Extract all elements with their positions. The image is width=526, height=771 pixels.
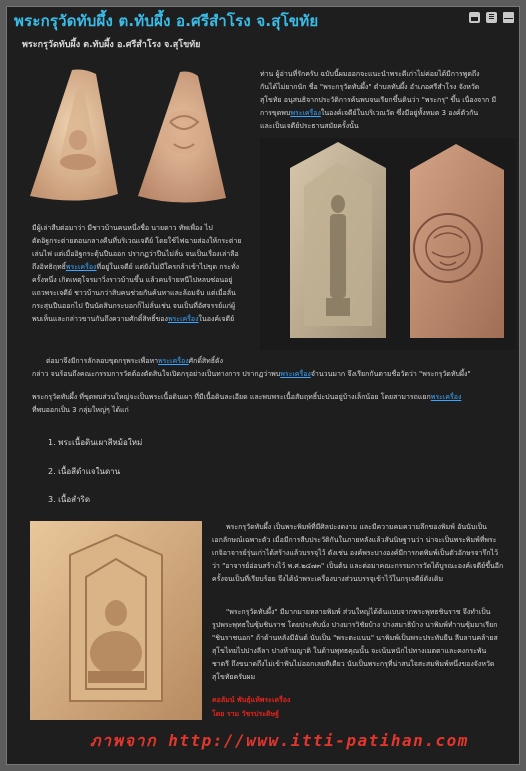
story-line: ครั้งหนึ่ง เกิดเหตุโจรมาวิ่งราวบ้านขึ้น แล้วคนร้ายหนีไปหลบซ่อนอยู่ bbox=[32, 276, 233, 284]
styles-line: ชาตรี ถึงขนาดถึงไม่เข้าฟันไม่ออกเลยทีเดียว นับเป็นพระกรุที่น่าสนใจสะสมพิมพ์หนึ่งของจังหวัด bbox=[212, 660, 495, 668]
pdf-icon[interactable] bbox=[486, 12, 497, 23]
story-line: กระสุนปืนออกไป ปืนนัดสินกระบอกก็ไม่ลั่นเช่น จนเป็นที่อัศจรรย์แก่ผู้ bbox=[32, 302, 236, 310]
types-line: พระกรุวัดทับผึ้ง ที่ขุดพบส่วนใหญ่จะเป็นพระเนื้อดินเผา ที่มีเนื้อดินละเอียด และพบพระเนื้อสัมฤทธิ์ปะปนอยู่บ้างเล็กน้อย โดยสามารถแยกพระเครื่อง bbox=[32, 393, 462, 401]
story-line: แถวพระเจดีย์ ชาวบ้านกว่าสิบคนช่วยกันค้นหาและล้อมจับ แต่เมื่อลั่น bbox=[32, 289, 236, 297]
story-line: ตัดอิฐกระต่ายตอนกลางคืนที่บริเวณเจดีย์ โดยใช้ไฟฉายส่องให้กระต่าย bbox=[32, 237, 242, 245]
story-line: มีผู้เล่าสืบต่อมาว่า มีชาวบ้านคนหนึ่งชื่อ นายดาว ทัพเพื่อง ไป bbox=[32, 224, 213, 232]
amulet-photo-rectangular bbox=[30, 521, 202, 720]
styles-line: "ชินราชนอก" ถ้าด้านหลังมีอันต์ นับเป็น "พระตะแนน" นาพิมพ์เป็นพระประทับยืน ลีบลานคล้ายส bbox=[212, 634, 498, 642]
styles-line: สุโขไทยไปปางลีลา ปางห้ามญาติ ในด้านพุทธคุณนั้น จะเน้นหนักไปทางเมตตาและคงกระพัน bbox=[212, 647, 487, 655]
intro-line: สุโขทัย อนุสนธิจากประวัติการค้นพบจนเรียกขึ้นดินว่า "พระกรุ" ขึ้น เนื่องจาก มี bbox=[260, 96, 497, 104]
styles-line: "พระกรุวัดทับผึ้ง" มีมากมายหลายพิมพ์ ส่วนใหญ่ได้ต้นแบบจากพระพุทธชินราช จึงทำเป็น bbox=[226, 608, 491, 616]
intro-paragraph bbox=[260, 68, 512, 133]
styles-paragraph bbox=[212, 606, 512, 684]
page-title: พระกรุวัดทับผึ้ง ต.ทับผึ้ง อ.ศรีสำโรง จ.สุโขทัย bbox=[14, 12, 319, 30]
amulet-photo-standing bbox=[260, 138, 516, 350]
story-line: พบเห็นและกล่าวขานกันถึงความศักดิ์สิทธิ์ของพระเครื่องในองค์เจดีย์ bbox=[32, 315, 235, 323]
types-paragraph bbox=[32, 391, 512, 417]
column-credit: คอลัมน์ พันธุ์แท้พระเครื่อง bbox=[212, 696, 291, 704]
image-source-footer: ภาพจาก http://www.itti-patihan.com bbox=[90, 731, 469, 750]
styles-line: รูปพระพุทธในซุ้มชินราช โดยประทับนั่ง ปางมารวิชัยบ้าง ปางสมาธิบ้าง นาพิมพ์ทำานซุ้มมาเรียก bbox=[212, 621, 498, 629]
styles-line: สุโขทัยครับผม bbox=[212, 673, 256, 681]
author-credit: โดย ราม วัชรประดิษฐ์ bbox=[212, 710, 280, 718]
list-item: 1. พระเนื้อดินเผาสีหม้อใหม่ bbox=[48, 438, 143, 447]
story-paragraph bbox=[32, 222, 254, 326]
art-line: ว่า "อาจารย์อ่อนสร้างไว้ พ.ศ.๒๔๗๓" เป็นต้น และต่อมาคณะกรรมการวัดได้บูรณะองค์เจดีย์ขึ้นอีก bbox=[212, 562, 504, 570]
intro-line: และเป็นเจดีย์ประธานสมัยครั้งนั้น bbox=[260, 122, 359, 130]
list-item: 2. เนื้อสีดำแจในดาน bbox=[48, 467, 121, 476]
list-item: 3. เนื้อสำริด bbox=[48, 495, 91, 504]
article-subtitle: พระกรุวัดทับผึ้ง ต.ทับผึ้ง อ.ศรีสำโรง จ.สุโขทัย bbox=[22, 40, 201, 50]
email-icon[interactable] bbox=[503, 12, 514, 23]
types-line: ที่พบออกเป็น 3 กลุ่มใหญ่ๆ ได้แก่ bbox=[32, 406, 129, 414]
print-icon[interactable] bbox=[469, 12, 480, 23]
story-line: เล่นไฟ แต่เมื่ออิฐกระตุ้นปืนออก ปรากฏว่าปืนไม่ลั่น จนเป็นเรื่องเล่าลือ bbox=[32, 250, 239, 258]
intro-line: การขุดพบพระเครื่องในองค์เจดีย์ในบริเวณวัด ซึ่งมีอยู่ทั้งหมด 3 องค์ตัวกัน bbox=[260, 109, 479, 117]
art-paragraph bbox=[212, 521, 512, 586]
intro-line: กันได้ไม่ยากนัก ชื่อ "พระกรุวัดทับผึ้ง" ตำบลทับผึ้ง อำเภอศรีสำโรง จังหวัด bbox=[260, 83, 480, 91]
story-line: ถึงอิทธิฤทธิ์พระเครื่องที่อยู่ในเจดีย์ แต่ยังไม่มีใครกล้าเข้าไปขุด กระทั่ง bbox=[32, 263, 240, 271]
excavation-line: ต่อมาจึงมีการลักลอบขุดกรุพระเพื่อหาพระเครื่องศักดิ์สิทธิ์ดัง bbox=[46, 357, 223, 365]
excavation-line: กล่าว จนร้อนถึงคณะกรรมการวัดต้องตัดสินใจเปิดกรุอย่างเป็นทางการ ปรากฏว่าพบพระเครื่องจำนวนมาก จึงเรียกกันตามชื่อวัดว่า "พระกรุวัดทับผึ้ง" bbox=[32, 370, 471, 378]
intro-line: ท่าน ผู้อ่านที่รักครับ ฉบับนี้ผมออกจะแนะนำพระดีเก่าไม่ค่อยได้มีการพูดถึง bbox=[260, 70, 480, 78]
art-line: เอกลักษณ์เฉพาะตัว เมื่อมีการสืบประวัติกันในภายหลังแล้วสันนิษฐานว่า น่าจะเป็นพระพิมพ์ที่พระ bbox=[212, 536, 497, 544]
toolbar bbox=[469, 12, 514, 23]
art-line: พระกรุวัดทับผึ้ง เป็นพระพิมพ์ที่มีศิลปะงดงาม และมีความคมความลึกของพิมพ์ อันนับเป็น bbox=[226, 523, 487, 531]
excavation-paragraph bbox=[32, 355, 512, 381]
art-line: ครั้งจนเป็นที่เรียบร้อย จึงได้นำพระเครื่องบางส่วนบรรจุเข้าไว้ในกรุเจดีย์ดังเดิม bbox=[212, 575, 444, 583]
art-line: เกจิอาจารย์รุ่นเก่าได้สร้างแล้วบรรจุไว้ ดังเช่น องค์พระบางองค์มีการกดพิมพ์เป็นตัวอักษรจารึกไว้ bbox=[212, 549, 499, 557]
amulet-photo-seated bbox=[20, 62, 230, 210]
